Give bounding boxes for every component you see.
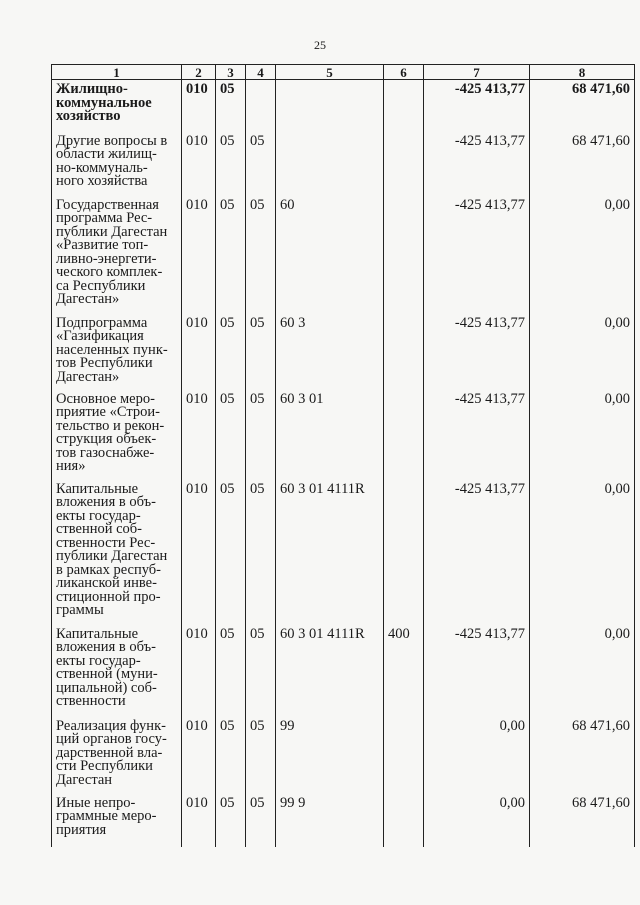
- cell-subsection-code: 05: [246, 314, 276, 390]
- row-name-cell: Основное меро- приятие «Строи- тельство и рекон- струкция объек- тов газоснабже- ния»: [52, 390, 182, 480]
- cell-target-article-code: 60 3 01 4111R: [276, 625, 384, 717]
- column-header: 4: [246, 65, 276, 80]
- cell-section-code: 05: [216, 717, 246, 794]
- cell-subsection-code: 05: [246, 480, 276, 625]
- cell-ministry-code: 010: [182, 80, 216, 132]
- cell-section-code: 05: [216, 794, 246, 847]
- cell-amount-total: 0,00: [530, 196, 635, 314]
- cell-ministry-code: 010: [182, 390, 216, 480]
- cell-subsection-code: 05: [246, 390, 276, 480]
- cell-section-code: 05: [216, 390, 246, 480]
- cell-amount-change: -425 413,77: [424, 625, 530, 717]
- table-row: [52, 794, 635, 847]
- cell-section-code: 05: [216, 625, 246, 717]
- cell-amount-total: 68 471,60: [530, 80, 635, 132]
- cell-target-article-code: [276, 132, 384, 196]
- table-row: [52, 390, 635, 480]
- cell-subsection-code: 05: [246, 717, 276, 794]
- column-header: 2: [182, 65, 216, 80]
- cell-amount-total: 68 471,60: [530, 794, 635, 847]
- cell-target-article-code: 60 3: [276, 314, 384, 390]
- table-row: [52, 196, 635, 314]
- row-name-cell: Реализация функ- ций органов госу- дарственной вла- сти Республики Дагестан: [52, 717, 182, 794]
- cell-section-code: 05: [216, 132, 246, 196]
- column-header: 1: [52, 65, 182, 80]
- cell-expense-type-code: [384, 80, 424, 132]
- column-header: 5: [276, 65, 384, 80]
- cell-amount-change: 0,00: [424, 717, 530, 794]
- cell-ministry-code: 010: [182, 196, 216, 314]
- row-name-cell: Капитальные вложения в объ- екты государ- ственной (муни- ципальной) соб- ственности: [52, 625, 182, 717]
- cell-amount-change: -425 413,77: [424, 80, 530, 132]
- cell-target-article-code: 99: [276, 717, 384, 794]
- cell-subsection-code: 05: [246, 196, 276, 314]
- cell-section-code: 05: [216, 196, 246, 314]
- table-row: [52, 625, 635, 717]
- cell-target-article-code: 60: [276, 196, 384, 314]
- cell-amount-total: 0,00: [530, 390, 635, 480]
- cell-section-code: 05: [216, 80, 246, 132]
- cell-ministry-code: 010: [182, 480, 216, 625]
- budget-table: [51, 64, 635, 847]
- table-row: [52, 132, 635, 196]
- cell-amount-change: 0,00: [424, 794, 530, 847]
- column-header: 6: [384, 65, 424, 80]
- cell-expense-type-code: [384, 314, 424, 390]
- cell-amount-total: 0,00: [530, 625, 635, 717]
- cell-amount-change: -425 413,77: [424, 480, 530, 625]
- cell-subsection-code: [246, 80, 276, 132]
- row-name-cell: Другие вопросы в области жилищ- но-коммуналь- ного хозяйства: [52, 132, 182, 196]
- row-name-cell: Подпрограмма «Газификация населенных пунк- тов Республики Дагестан»: [52, 314, 182, 390]
- cell-expense-type-code: [384, 132, 424, 196]
- header-row: [52, 65, 635, 80]
- cell-amount-change: -425 413,77: [424, 132, 530, 196]
- cell-amount-total: 68 471,60: [530, 717, 635, 794]
- column-header: 7: [424, 65, 530, 80]
- cell-ministry-code: 010: [182, 794, 216, 847]
- table-row: [52, 314, 635, 390]
- cell-amount-change: -425 413,77: [424, 390, 530, 480]
- cell-amount-total: 68 471,60: [530, 132, 635, 196]
- table-header: [52, 65, 635, 80]
- column-header: 8: [530, 65, 635, 80]
- cell-amount-total: 0,00: [530, 314, 635, 390]
- cell-expense-type-code: 400: [384, 625, 424, 717]
- cell-subsection-code: 05: [246, 625, 276, 717]
- cell-target-article-code: 60 3 01 4111R: [276, 480, 384, 625]
- cell-amount-change: -425 413,77: [424, 196, 530, 314]
- row-name-cell: Государственная программа Рес- публики Дагестан «Развитие топ- ливно-энергети- ческого комплек- са Республики Дагестан»: [52, 196, 182, 314]
- cell-expense-type-code: [384, 390, 424, 480]
- cell-expense-type-code: [384, 717, 424, 794]
- cell-subsection-code: 05: [246, 794, 276, 847]
- cell-target-article-code: [276, 80, 384, 132]
- column-header: 3: [216, 65, 246, 80]
- cell-ministry-code: 010: [182, 625, 216, 717]
- cell-subsection-code: 05: [246, 132, 276, 196]
- cell-amount-change: -425 413,77: [424, 314, 530, 390]
- cell-target-article-code: 99 9: [276, 794, 384, 847]
- table-row: [52, 717, 635, 794]
- table-row: [52, 480, 635, 625]
- row-name-cell: Иные непро- граммные меро- приятия: [52, 794, 182, 847]
- cell-section-code: 05: [216, 480, 246, 625]
- cell-ministry-code: 010: [182, 132, 216, 196]
- cell-amount-total: 0,00: [530, 480, 635, 625]
- page-number: 25: [314, 38, 326, 52]
- row-name-cell: Капитальные вложения в объ- екты государ- ственной соб- ственности Рес- публики Дагестан в рамках респуб- ликанской инве- стиционной про- граммы: [52, 480, 182, 625]
- row-name-cell: Жилищно- коммунальное хозяйство: [52, 80, 182, 132]
- cell-ministry-code: 010: [182, 717, 216, 794]
- cell-expense-type-code: [384, 480, 424, 625]
- cell-expense-type-code: [384, 196, 424, 314]
- cell-ministry-code: 010: [182, 314, 216, 390]
- cell-target-article-code: 60 3 01: [276, 390, 384, 480]
- table-body: [52, 80, 635, 847]
- table-row: [52, 80, 635, 132]
- cell-expense-type-code: [384, 794, 424, 847]
- cell-section-code: 05: [216, 314, 246, 390]
